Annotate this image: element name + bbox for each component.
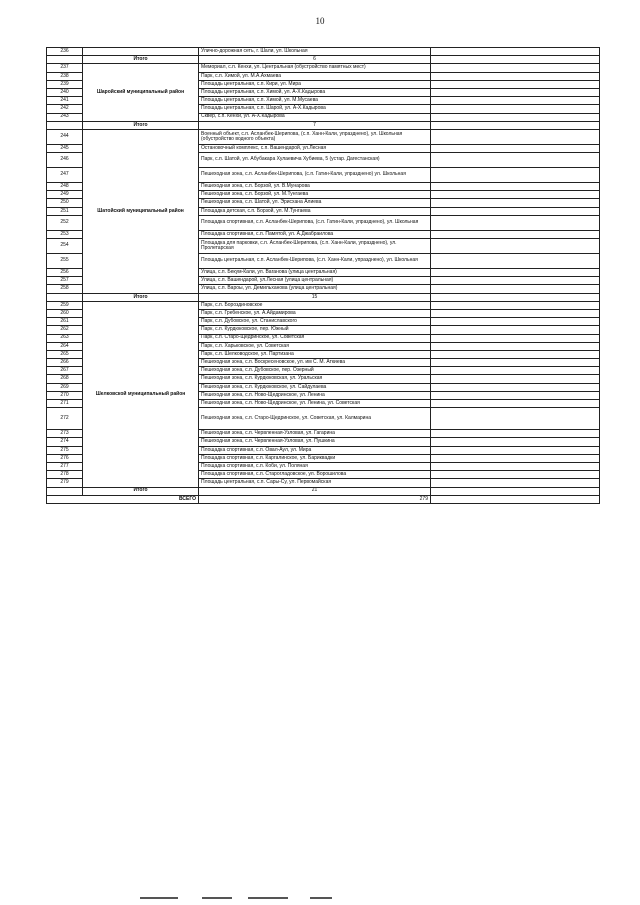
subtotal-row xyxy=(47,56,600,64)
object-name: Улично-дорожная сеть, г. Шали, ул. Школьная xyxy=(199,48,431,56)
row-number xyxy=(47,56,83,64)
row-number: 249 xyxy=(47,191,83,199)
subtotal-label: Итого xyxy=(83,487,199,495)
object-name: Площадка спортивная, с.п. Старогладовское, ул. Ворошилова xyxy=(199,471,431,479)
object-name: Пешеходная зона, с.п. Ново-Щедринское, ул. Ленина, ул. Советская xyxy=(199,400,431,408)
object-name: Парк, с.п. Дубовское, ул. Станиславского xyxy=(199,318,431,326)
row-number: 259 xyxy=(47,301,83,309)
extra-cell xyxy=(431,129,600,144)
row-number: 260 xyxy=(47,309,83,317)
row-number: 269 xyxy=(47,383,83,391)
row-number: 253 xyxy=(47,230,83,238)
object-name: Парк, с.п. Шатой, ул. Абубакара Хулаевича Хубиева, 5 (устар. Дагестанская) xyxy=(199,153,431,168)
row-number: 245 xyxy=(47,144,83,152)
row-number: 255 xyxy=(47,254,83,269)
object-name: Сквер, с.п. Кенхи, ул. А-Х.Кадырова xyxy=(199,113,431,121)
subtotal-value: 21 xyxy=(199,487,431,495)
row-number: 236 xyxy=(47,48,83,56)
extra-cell xyxy=(431,391,600,399)
extra-cell xyxy=(431,269,600,277)
object-name: Пешеходная зона, с.п. Ново-Щедринское, ул. Ленина xyxy=(199,391,431,399)
extra-cell xyxy=(431,113,600,121)
total-label: ВСЕГО xyxy=(47,495,199,503)
extra-cell xyxy=(431,239,600,254)
subtotal-label: Итого xyxy=(83,293,199,301)
row-number: 279 xyxy=(47,479,83,487)
object-name: Площадка спортивная, с.п. Овал-Аул, ул. Мира xyxy=(199,446,431,454)
extra-cell xyxy=(431,454,600,462)
extra-cell xyxy=(431,207,600,215)
objects-table xyxy=(46,47,600,504)
object-name: Пешеходная зона, с.п. Борзой, ул. В.Мунарова xyxy=(199,183,431,191)
object-name: Пешеходная зона, с.п. Курдюковская, ул. Уральская xyxy=(199,375,431,383)
extra-cell xyxy=(431,342,600,350)
row-number: 272 xyxy=(47,408,83,430)
object-name: Парк, с.п. Химой, ул. М.А.Ахмаева xyxy=(199,72,431,80)
object-name: Улица, с.п. Бекум-Кали, ул. Ваганова (улица центральная) xyxy=(199,269,431,277)
extra-cell xyxy=(431,318,600,326)
row-number: 278 xyxy=(47,471,83,479)
row-number xyxy=(47,293,83,301)
subtotal-row xyxy=(47,293,600,301)
extra-cell xyxy=(431,309,600,317)
extra-cell xyxy=(431,230,600,238)
row-number: 273 xyxy=(47,430,83,438)
row-number: 274 xyxy=(47,438,83,446)
page-number: 10 xyxy=(315,16,325,26)
extra-cell xyxy=(431,438,600,446)
object-name: Пешеходная зона, с.п. Курдюковское, ул. Сайдулаева xyxy=(199,383,431,391)
object-name: Парк, с.п. Курдюковское, пер. Южный xyxy=(199,326,431,334)
row-number: 240 xyxy=(47,88,83,96)
row-number: 246 xyxy=(47,153,83,168)
object-name: Парк, с.п. Шелководское, ул. Партизана xyxy=(199,350,431,358)
extra-cell xyxy=(431,215,600,230)
subtotal-label: Итого xyxy=(83,121,199,129)
object-name: Пешеходная зона, с.п. Борзой, ул. М.Тунгаева xyxy=(199,191,431,199)
object-name: Пешеходная зона, с.п. Червленная-Узловая, ул. Гагарина xyxy=(199,430,431,438)
object-name: Площадка спортивная, с.п. Памятой, ул. А.Джабраилова xyxy=(199,230,431,238)
object-name: Улица, с.п. Вароы, ул. Демильханова (улица центральная) xyxy=(199,285,431,293)
table-body xyxy=(47,48,600,504)
object-name: Пешеходная зона, с.п. Шатой, ул. Эрисхана Алиева xyxy=(199,199,431,207)
row-number: 256 xyxy=(47,269,83,277)
extra-cell xyxy=(431,254,600,269)
row-number: 270 xyxy=(47,391,83,399)
row-number: 262 xyxy=(47,326,83,334)
scan-artifacts xyxy=(140,897,400,901)
object-name: Парк, с.п. Старо-Щедринское, ул. Советская xyxy=(199,334,431,342)
row-number: 277 xyxy=(47,462,83,470)
row-number: 244 xyxy=(47,129,83,144)
object-name: Площадь центральная, с.п. Шарой, ул. А-Х.Кадырова xyxy=(199,105,431,113)
object-name: Площадка детская, с.п. Борзой, ул. М.Тунгаева xyxy=(199,207,431,215)
extra-cell xyxy=(431,375,600,383)
extra-cell xyxy=(431,285,600,293)
extra-cell xyxy=(431,430,600,438)
row-number: 271 xyxy=(47,400,83,408)
row-number: 268 xyxy=(47,375,83,383)
extra-cell xyxy=(431,105,600,113)
row-number: 252 xyxy=(47,215,83,230)
row-number: 264 xyxy=(47,342,83,350)
extra-cell xyxy=(431,462,600,470)
table-row xyxy=(47,129,600,144)
row-number: 261 xyxy=(47,318,83,326)
subtotal-label: Итого xyxy=(83,56,199,64)
extra-cell xyxy=(431,359,600,367)
row-number: 263 xyxy=(47,334,83,342)
district-name: Шаройский муниципальный район xyxy=(83,64,199,121)
total-value: 279 xyxy=(199,495,431,503)
extra-cell xyxy=(431,97,600,105)
object-name: Площадь центральная, с.п. Химой, ул. М.Мусаева xyxy=(199,97,431,105)
row-number: 258 xyxy=(47,285,83,293)
object-name: Площадь центральная, с.п. Химой, ул. А-Х.Кадырова xyxy=(199,88,431,96)
extra-cell xyxy=(431,383,600,391)
extra-cell xyxy=(431,408,600,430)
row-number: 239 xyxy=(47,80,83,88)
row-number: 243 xyxy=(47,113,83,121)
extra-cell xyxy=(431,367,600,375)
extra-cell xyxy=(431,64,600,72)
extra-cell xyxy=(431,446,600,454)
extra-cell xyxy=(431,72,600,80)
object-name: Площадка для парковки, с.п. Асланбек-Шерипова, (с.п. Ханн-Кали, упразднено), ул. Пролетарская xyxy=(199,239,431,254)
object-name: Остановочный комплекс, с.п. Вашендарой, ул.Лесная xyxy=(199,144,431,152)
extra-cell xyxy=(431,168,600,183)
subtotal-value: 15 xyxy=(199,293,431,301)
object-name: Пешеходная зона, с.п. Асланбек-Шерипова, (с.п. Гатин-Кали, упразднено) ул. Школьная xyxy=(199,168,431,183)
row-number: 265 xyxy=(47,350,83,358)
extra-cell xyxy=(431,191,600,199)
extra-cell xyxy=(431,495,600,503)
district-name: Шелковской муниципальный район xyxy=(83,301,199,487)
row-number: 247 xyxy=(47,168,83,183)
row-number xyxy=(47,487,83,495)
object-name: Пешеходная зона, с.п. Старо-Щедринское, ул. Советская, ул. Калмарина xyxy=(199,408,431,430)
extra-cell xyxy=(431,153,600,168)
extra-cell xyxy=(431,80,600,88)
object-name: Пешеходная зона, с.п. Воскресеновское, ул. им С. М. Аткиева xyxy=(199,359,431,367)
object-name: Площадь центральная, с.п. Сары-Су, ул. Первомайская xyxy=(199,479,431,487)
extra-cell xyxy=(431,326,600,334)
extra-cell xyxy=(431,334,600,342)
row-number: 237 xyxy=(47,64,83,72)
row-number: 267 xyxy=(47,367,83,375)
row-number: 241 xyxy=(47,97,83,105)
row-number: 250 xyxy=(47,199,83,207)
table-row xyxy=(47,48,600,56)
extra-cell xyxy=(431,400,600,408)
extra-cell xyxy=(431,88,600,96)
row-number xyxy=(47,121,83,129)
extra-cell xyxy=(431,48,600,56)
object-name: Площадка спортивная, с.п. Каргалинское, ул. Бариквадки xyxy=(199,454,431,462)
row-number: 257 xyxy=(47,277,83,285)
extra-cell xyxy=(431,183,600,191)
object-name: Улица, с.п. Вашендарой, ул.Лесная (улица центральная) xyxy=(199,277,431,285)
subtotal-row xyxy=(47,487,600,495)
object-name: Мемориал, с.п. Кенхи, ул. Центральная (обустройство памятных мест) xyxy=(199,64,431,72)
extra-cell xyxy=(431,471,600,479)
object-name: Площадь центральная, с.п. Кири, ул. Мира xyxy=(199,80,431,88)
extra-cell xyxy=(431,487,600,495)
subtotal-value: 6 xyxy=(199,56,431,64)
grand-total-row xyxy=(47,495,600,503)
subtotal-row xyxy=(47,121,600,129)
extra-cell xyxy=(431,301,600,309)
row-number: 238 xyxy=(47,72,83,80)
row-number: 275 xyxy=(47,446,83,454)
extra-cell xyxy=(431,277,600,285)
extra-cell xyxy=(431,56,600,64)
extra-cell xyxy=(431,293,600,301)
row-number: 251 xyxy=(47,207,83,215)
extra-cell xyxy=(431,121,600,129)
object-name: Площадь центральная, с.п. Асланбек-Шерипова, (с.п. Ханн-Кали, упразднено), ул. Школьная xyxy=(199,254,431,269)
extra-cell xyxy=(431,199,600,207)
table-row xyxy=(47,301,600,309)
object-name: Военный объект, с.п. Асланбек-Шерипова, (с.п. Ханн-Кали, упразднено), ул. Школьная (обустройство водного объекта) xyxy=(199,129,431,144)
object-name: Пешеходная зона, с.п. Дубовское, пер. Озерный xyxy=(199,367,431,375)
table-row xyxy=(47,64,600,72)
object-name: Пешеходная зона, с.п. Червленная-Узловая, ул. Пушкина xyxy=(199,438,431,446)
object-name: Площадка спортивная, с.п. Асланбек-Шерипова, (с.п. Гатин-Кали, упразднено), ул. Школьная xyxy=(199,215,431,230)
extra-cell xyxy=(431,350,600,358)
district-name: Шатойский муниципальный район xyxy=(83,129,199,293)
object-name: Площадка спортивная, с.п. Коби, ул. Поляная xyxy=(199,462,431,470)
object-name: Парк, с.п. Гребенское, ул. А.Айдамирова xyxy=(199,309,431,317)
object-name: Парк, с.п. Бороздиновское xyxy=(199,301,431,309)
extra-cell xyxy=(431,479,600,487)
row-number: 254 xyxy=(47,239,83,254)
row-number: 266 xyxy=(47,359,83,367)
row-number: 276 xyxy=(47,454,83,462)
district-name xyxy=(83,48,199,56)
extra-cell xyxy=(431,144,600,152)
row-number: 242 xyxy=(47,105,83,113)
row-number: 248 xyxy=(47,183,83,191)
object-name: Парк, с.п. Харьковское, ул. Советская xyxy=(199,342,431,350)
subtotal-value: 7 xyxy=(199,121,431,129)
